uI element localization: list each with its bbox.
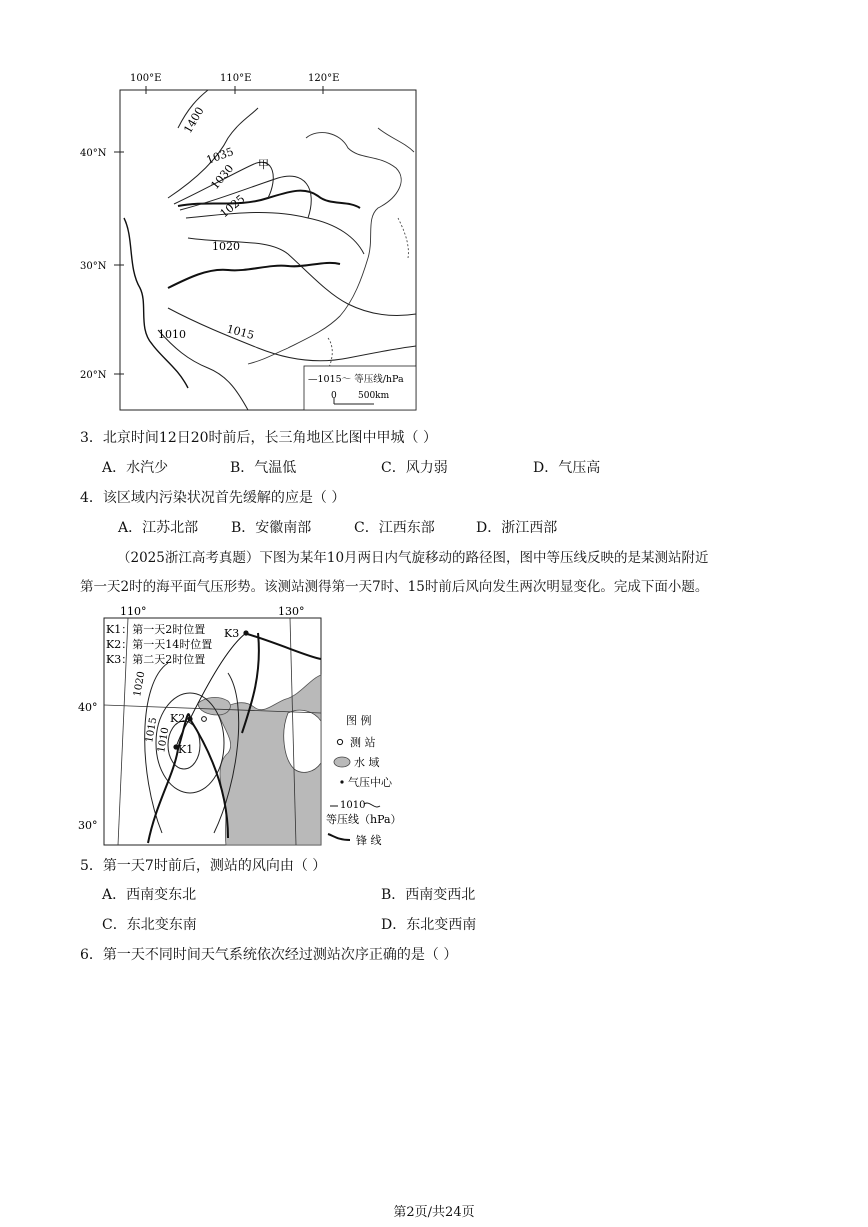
lat-label-20: 20°N <box>80 370 107 381</box>
legend-isobar-value: 1010 <box>340 800 366 811</box>
q3-option-d: D．气压高 <box>533 460 601 476</box>
legend-water-icon <box>334 757 350 767</box>
intro-line-1: （2025浙江高考真题）下图为某年10月两日内气旋移动的路径图，图中等压线反映的是某测站附近 <box>117 550 709 566</box>
isobar-label-1010: 1010 <box>158 328 186 341</box>
isobar-label-1010: 1010 <box>156 726 172 754</box>
q4-option-a: A．江苏北部 <box>118 520 199 536</box>
q4-option-b: B．安徽南部 <box>231 520 312 536</box>
q5-option-d: D．东北变西南 <box>381 917 477 933</box>
question-4-stem: 4．该区域内污染状况首先缓解的应是（ ） <box>80 490 346 506</box>
lat-label-30: 30°N <box>80 261 107 272</box>
isobar-map-1-svg <box>78 68 423 413</box>
q5-option-c: C．东北变东南 <box>102 917 197 933</box>
q3-option-c: C．风力弱 <box>381 460 448 476</box>
lon-label-120: 120°E <box>308 73 340 84</box>
lon-label-100: 100°E <box>130 73 162 84</box>
isobar-map-east-asia <box>78 68 423 413</box>
q5-option-a: A．西南变东北 <box>102 887 197 903</box>
isobar-label-1020: 1020 <box>212 240 240 253</box>
key-k1: K1：第一天2时位置 <box>106 623 206 636</box>
city-jia-label: 甲 <box>258 158 269 171</box>
isobar-label-1025: 1025 <box>217 192 248 221</box>
key-k3: K3：第二天2时位置 <box>106 653 206 666</box>
legend-scale-zero: 0 <box>331 391 337 401</box>
legend-front: 锋 线 <box>356 834 382 847</box>
map1-legend-box <box>304 366 416 410</box>
lat-label-40: 40°N <box>80 148 107 159</box>
lon-label-110: 110° <box>120 605 147 618</box>
q3-option-b: B．气温低 <box>230 460 297 476</box>
isobar-label-1035: 1035 <box>204 145 236 167</box>
lon-label-130: 130° <box>278 605 305 618</box>
q3-option-a: A．水汽少 <box>102 460 169 476</box>
lon-label-110: 110°E <box>220 73 252 84</box>
isobar-label-1030: 1030 <box>208 162 237 192</box>
isobar-label-1020: 1020 <box>132 670 148 698</box>
q4-option-d: D．浙江西部 <box>476 520 558 536</box>
isobar-label-1400: 1400 <box>181 104 207 136</box>
isobar-label-1015: 1015 <box>225 322 256 343</box>
point-k1: K1 <box>178 743 194 756</box>
key-k2: K2：第一天14时位置 <box>106 638 213 651</box>
isobar-label-1015: 1015 <box>144 716 160 744</box>
legend-isobar-text: 等压线（hPa） <box>326 813 402 826</box>
lat-label-30: 30° <box>78 819 98 832</box>
legend-station: 测 站 <box>350 736 376 749</box>
legend-center-icon <box>340 780 343 783</box>
question-3-stem: 3．北京时间12日20时前后，长三角地区比图中甲城（ ） <box>80 430 437 446</box>
q4-option-c: C．江西东部 <box>354 520 435 536</box>
legend-title: 图 例 <box>346 714 372 727</box>
legend-water: 水 域 <box>354 756 380 769</box>
page-footer: 第2页/共24页 <box>393 1205 475 1220</box>
q5-option-b: B．西南变西北 <box>381 887 476 903</box>
cyclone-map-legend <box>316 708 426 848</box>
legend-front-icon <box>328 834 350 840</box>
lat-label-40: 40° <box>78 701 98 714</box>
point-k3: K3 <box>224 627 240 640</box>
question-6-stem: 6．第一天不同时间天气系统依次经过测站次序正确的是（ ） <box>80 947 458 963</box>
legend-scale-km: 500km <box>358 391 390 401</box>
legend-station-icon <box>337 739 342 744</box>
question-5-stem: 5．第一天7时前后，测站的风向由（ ） <box>80 858 327 874</box>
intro-line-2: 第一天2时的海平面气压形势。该测站测得第一天7时、15时前后风向发生两次明显变化。完成下面小题。 <box>80 579 709 595</box>
legend-center: 气压中心 <box>348 776 392 789</box>
legend-isobar-text: —1015～ 等压线/hPa <box>308 374 404 385</box>
point-k2: K2 <box>170 712 186 725</box>
